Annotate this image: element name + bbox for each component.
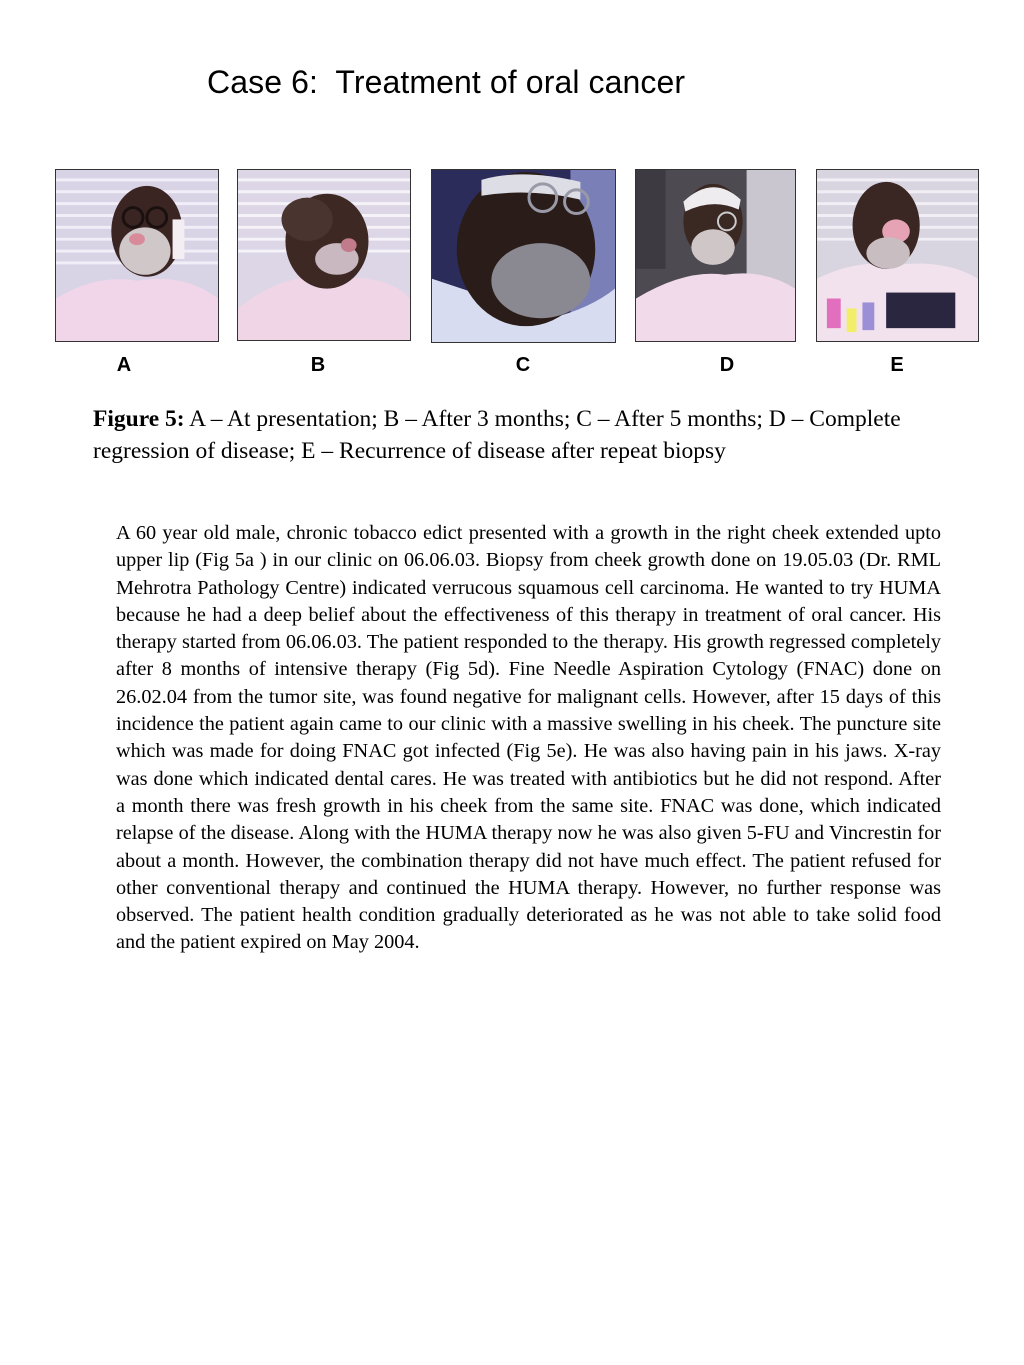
case-description-paragraph: A 60 year old male, chronic tobacco edict presented with a growth in the right cheek extended upto upper lip (Fig 5a ) in our clinic on 06.06.03. Biopsy from cheek growth done on 19.05.03 (Dr. RML Mehrotra Pathology Centre) indicated verrucous squamous cell carcinoma. He wanted to try HUMA because he had a deep belief about the effectiveness of this therapy in treatment of oral cancer. His therapy started from 06.06.03. The patient responded to the therapy. His growth regressed completely after 8 months of intensive therapy (Fig 5d). Fine Needle Aspiration Cytology (FNAC) done on 26.02.04 from the tumor site, was found negative for malignant cells. However, after 15 days of this incidence the patient again came to our clinic with a massive swelling in his cheek. The puncture site which was made for doing FNAC got infected (Fig 5e). He was also having pain in his jaws. X-ray was done which indicated dental cares. He was treated with antibiotics but he did not respond. After a month there was fresh growth in his cheek from the same site. FNAC was done, which indicated relapse of the disease. Along with the HUMA therapy now he was also given 5-FU and Vincrestin for about a month. However, the combination therapy did not have much effect. The patient refused for other conventional therapy and continued the HUMA therapy. However, no further response was observed. The patient health condition gradually deteriorated as he was not able to take solid food and the patient expired on May 2004. bbox=[116, 522, 941, 954]
patient-photo-d bbox=[635, 169, 796, 342]
patient-photo-a bbox=[55, 169, 219, 342]
figure-caption-text: A – At presentation; B – After 3 months; C – After 5 months; D – Complete regression of disease; E – Recurrence of disease after repeat biopsy bbox=[93, 406, 901, 464]
slide-title: Case 6: Treatment of oral cancer bbox=[207, 64, 686, 100]
figure-caption bbox=[93, 403, 973, 467]
photo-label-b: B bbox=[310, 354, 326, 376]
patient-photo-c bbox=[431, 169, 616, 343]
photo-label-c: C bbox=[515, 354, 531, 376]
photo-label-d: D bbox=[719, 354, 735, 376]
figure-label: Figure 5: bbox=[93, 406, 185, 432]
patient-photo-b bbox=[237, 169, 411, 341]
photo-label-a: A bbox=[116, 354, 132, 376]
photo-label-e: E bbox=[890, 354, 904, 376]
patient-photo-e bbox=[816, 169, 979, 342]
